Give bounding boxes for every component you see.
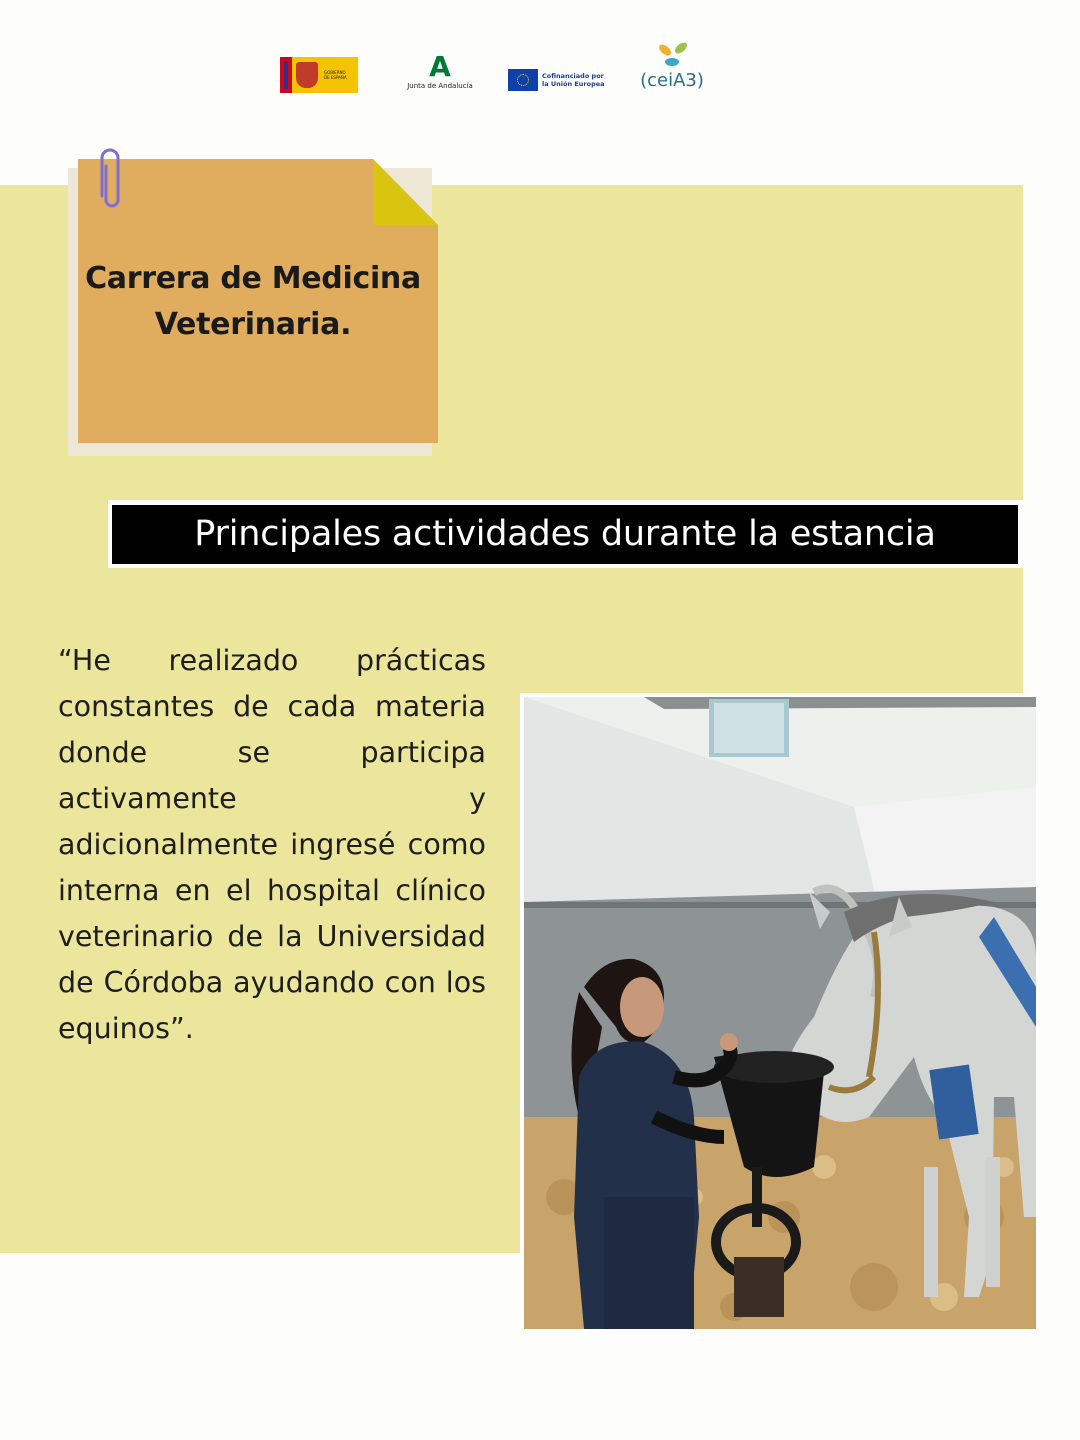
section-heading: Principales actividades durante la estancia [112, 505, 1018, 564]
paperclip-icon [100, 148, 124, 212]
photo-student-with-horse [524, 697, 1036, 1329]
junta-andalucia-logo: A Junta de Andalucía [407, 50, 473, 90]
testimonial-quote: “He realizado prácticas constantes de cada materia donde se participa activamente y adicionalmente ingresé como interna en el hospital clínico veterinario de la Universidad de Córdoba ayudando con los equinos”. [58, 644, 486, 1045]
gobierno-espana-logo: GOBIERNO DE ESPAÑA [280, 57, 358, 93]
note-title: Carrera de Medicina Veterinaria. [85, 261, 421, 342]
ceia3-logo: (ceiA3) [634, 40, 710, 106]
eu-flag-icon [508, 69, 538, 91]
coat-of-arms-icon [296, 62, 318, 88]
logo-strip [270, 38, 720, 108]
eu-cofinanciado-logo: Cofinanciado por la Unión Europea [508, 68, 608, 92]
